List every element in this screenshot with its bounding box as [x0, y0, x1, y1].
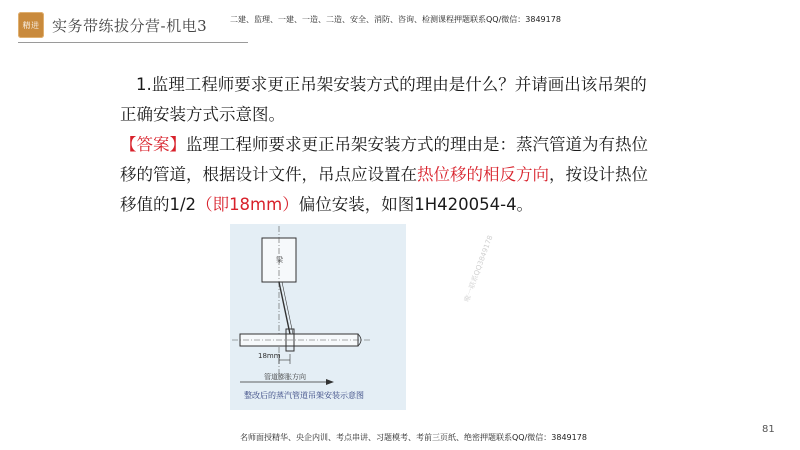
course-title: 实务带练拔分营-机电3 — [52, 17, 208, 35]
direction-arrow-head — [326, 379, 334, 385]
answer-text-2: ，按设计热位移值的1/2 — [120, 165, 648, 214]
footer-contact-note: 名师面授精华、央企内训、考点串讲、习题模考、考前三页纸、绝密押题联系QQ/微信：3849178 — [240, 433, 587, 442]
question-text: 1.监理工程师要求更正吊架安装方式的理由是什么？并请画出该吊架的正确安装方式示意图。 — [120, 75, 647, 124]
header-contact-note: 二建、监理、一建、一造、二造、安全、消防、咨询、检测课程押题联系QQ/微信：3849178 — [230, 15, 561, 24]
answer-paragraph — [120, 130, 650, 220]
slide-content — [120, 70, 650, 220]
answer-highlight-offset: （即18mm） — [196, 195, 299, 214]
header-divider — [18, 42, 248, 43]
hanger-rod — [279, 282, 290, 334]
answer-text-3: 偏位安装，如图1H420054-4。 — [298, 195, 534, 214]
hanger-diagram — [230, 224, 406, 410]
hanger-rod-edge — [282, 282, 293, 334]
beam-label: 梁 — [276, 256, 283, 264]
brand-logo: 精进 — [18, 12, 44, 38]
answer-text-1: 监理工程师要求更正吊架安装方式的理由是：蒸汽管道为有热位移的管道，根据设计文件，吊点应设置在 — [120, 135, 648, 184]
hanger-drawing — [230, 224, 406, 410]
watermark: 唯一联系QQ3849178 — [462, 234, 495, 304]
answer-tag: 【答案】 — [120, 135, 186, 154]
page-number: 81 — [762, 424, 775, 435]
direction-label: 管道膨胀方向 — [264, 373, 306, 381]
answer-highlight-direction: 热位移的相反方向 — [417, 165, 549, 184]
figure-caption: 整改后的蒸汽管道吊架安装示意图 — [244, 391, 364, 400]
dimension-label: 18mm — [258, 352, 281, 360]
